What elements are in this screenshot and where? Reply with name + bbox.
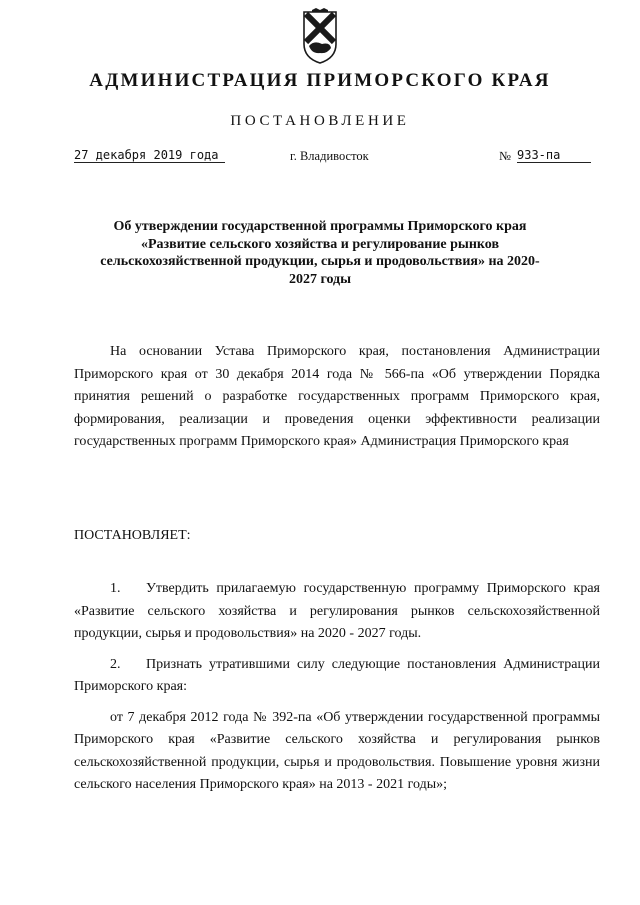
document-date: 27 декабря 2019 года — [74, 148, 225, 163]
document-number-label: № — [499, 149, 511, 163]
decree-items — [74, 578, 600, 797]
administration-title: АДМИНИСТРАЦИЯ ПРИМОРСКОГО КРАЯ — [89, 70, 551, 91]
coat-of-arms-icon — [300, 8, 340, 66]
item-number: 2. — [110, 656, 121, 672]
decree-item-1 — [74, 578, 600, 646]
document-heading: Об утверждении государственной программы Приморского края «Развитие сельского хозяйства и регулирование рынков сельскохозяйственной продукции, сырья и продовольствия» на 2020-2027 годы — [100, 219, 540, 287]
item-number: 1. — [110, 581, 121, 596]
document-type: ПОСТАНОВЛЕНИЕ — [230, 113, 410, 129]
preamble — [74, 341, 600, 454]
item-text: Признать утратившими силу следующие постановления Администрации Приморского края: — [74, 656, 600, 694]
document-city: г. Владивосток — [290, 149, 369, 163]
decree-word: ПОСТАНОВЛЯЕТ: — [74, 528, 191, 543]
preamble-paragraph: На основании Устава Приморского края, постановления Администрации Приморского края от 30 декабря 2014 года № 566-па «Об утверждении Порядка принятия решений о разработке государственных программ Приморского края, формирования, реализации и проведения оценки эффективности реализации государственных программ Приморского края» Администрация Приморского края — [74, 344, 600, 449]
repealed-decree-item: от 7 декабря 2012 года № 392-па «Об утверждении государственной программы Приморского края «Развитие сельского хозяйства и регулирования рынков сельскохозяйственной продукции, сырья и продовольствия. Повышение уровня жизни сельского населения Приморского края» на 2013 - 2021 годы»; — [74, 709, 600, 792]
item-text: Утвердить прилагаемую государственную программу Приморского края «Развитие сельского хозяйства и регулирования рынков сельскохозяйственной продукции, сырья и продовольствия» на 2020 - 2027 годы. — [74, 581, 600, 641]
document-number: 933-па — [517, 148, 591, 163]
decree-item-2 — [74, 654, 600, 699]
